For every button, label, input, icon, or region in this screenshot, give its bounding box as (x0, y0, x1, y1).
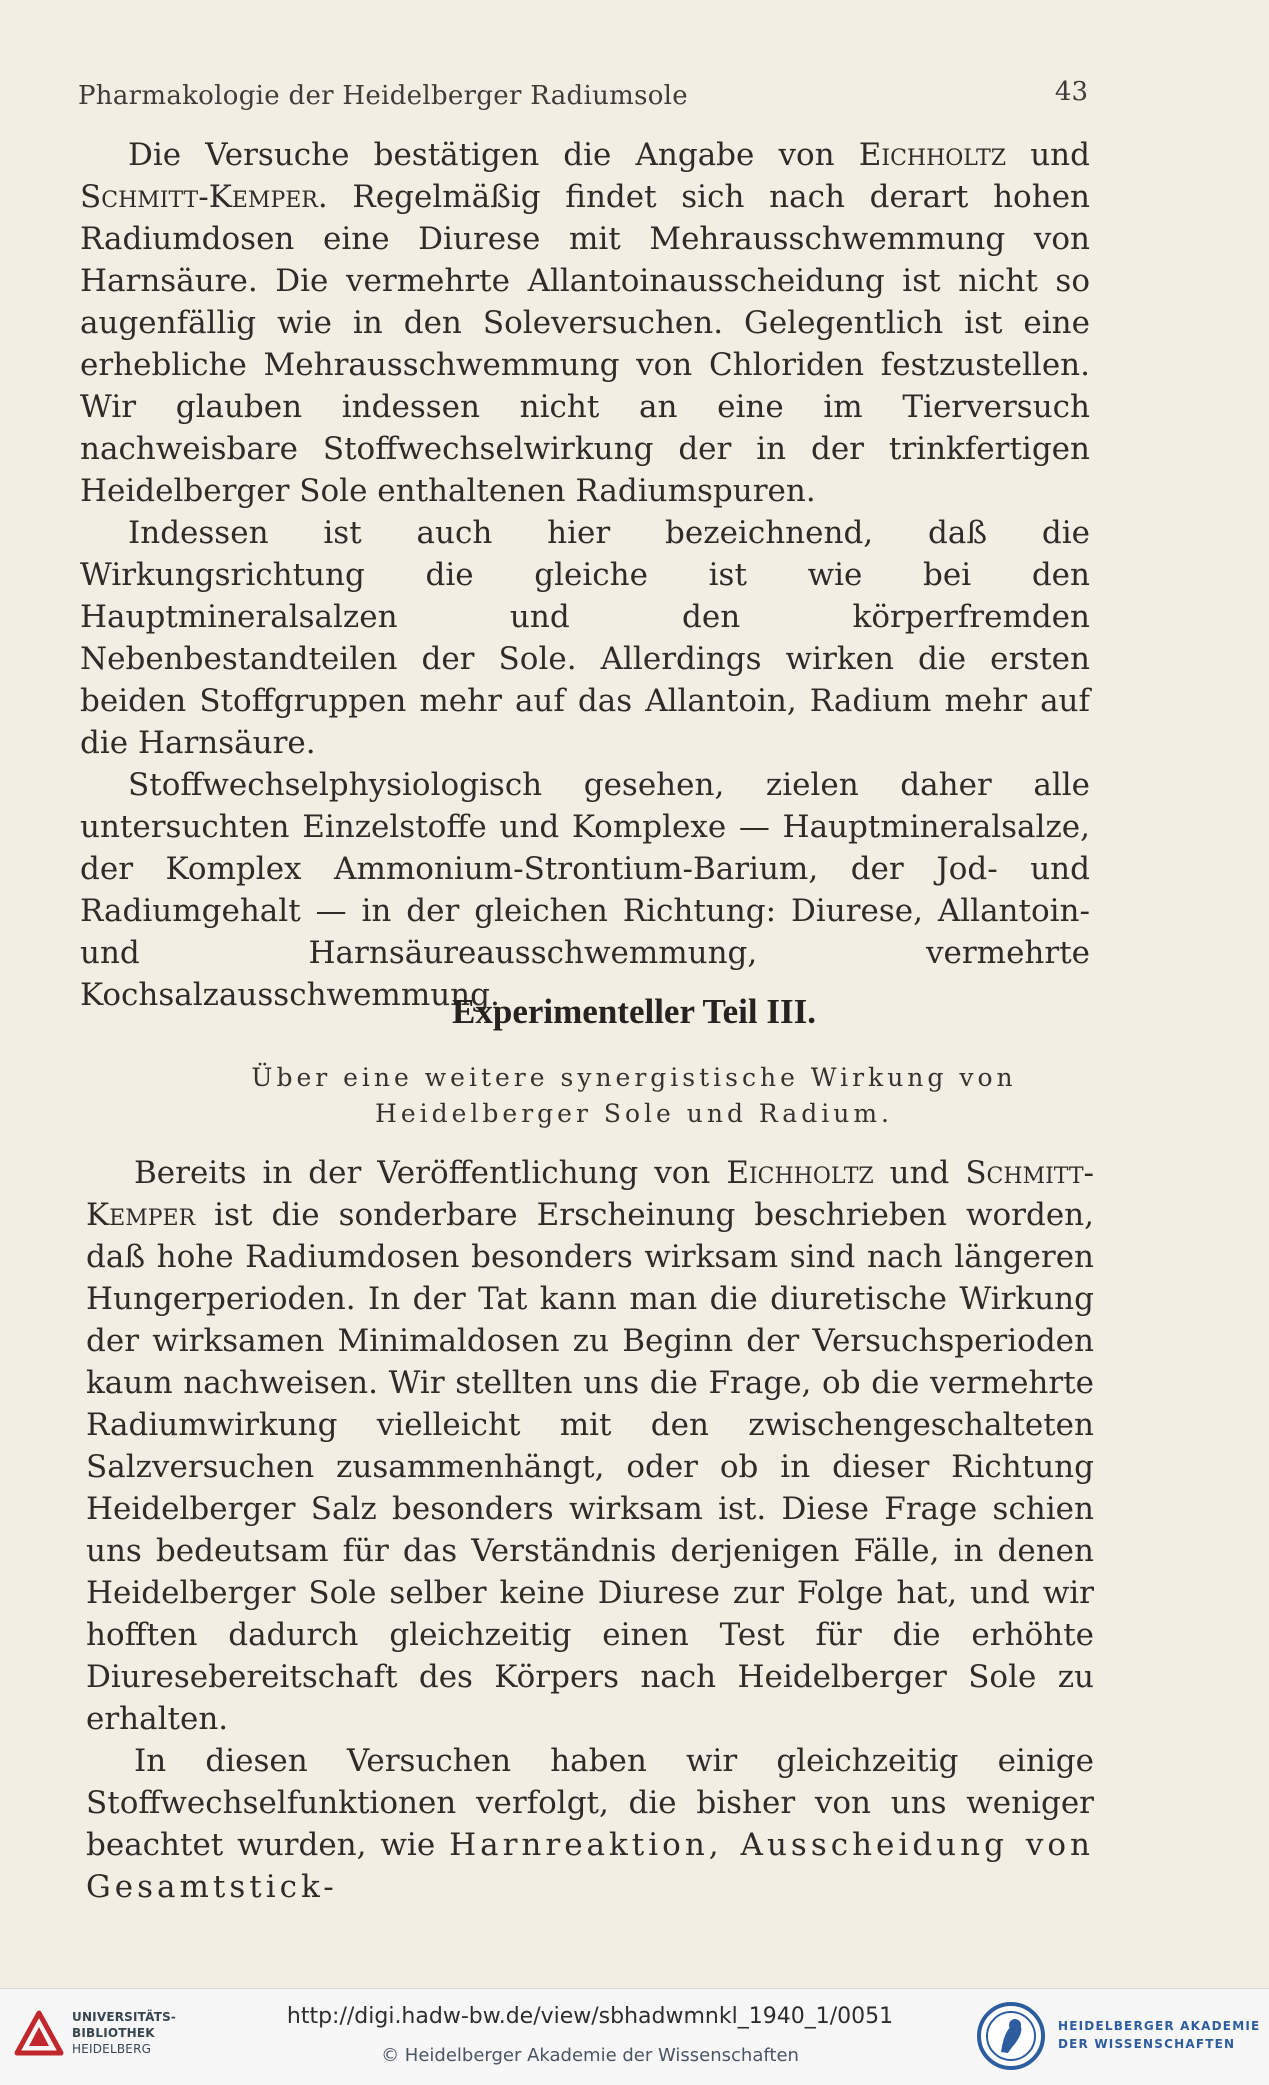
paragraph-text: und (1006, 137, 1090, 173)
author-name: Eichholtz (726, 1155, 874, 1191)
copyright-notice: © Heidelberger Akademie der Wissenschaften (381, 2045, 799, 2066)
paragraph-text: und (873, 1155, 966, 1191)
academy-line-1: HEIDELBERGER AKADEMIE (1058, 2019, 1261, 2033)
source-url-link[interactable]: http://digi.hadw-bw.de/view/sbhadwmnkl_1940_1/0051 (286, 2004, 894, 2029)
running-header (78, 78, 1088, 114)
section-heading: Experimenteller Teil III. (452, 992, 816, 1031)
body-paragraph: Indessen ist auch hier bezeichnend, daß die Wirkungsrichtung die gleiche ist wie bei den Hauptmineralsalzen und den körperfremden Nebenbestandteilen der Sole. Allerdings wirken die ersten beiden Stoffgruppen mehr auf das Allantoin, Radium mehr auf die Harnsäure. (80, 515, 1090, 761)
body-paragraph: Stoffwechselphysiologisch gesehen, zielen daher alle untersuchten Einzelstoffe und Komplexe — Hauptmineralsalze, der Komplex Ammonium-Strontium-Barium, der Jod- und Radiumgehalt — in der gleichen Richtung: Diurese, Allantoin- und Harnsäureausschwemmung, vermehrte Kochsalzausschwemmung. (80, 767, 1090, 1013)
author-name: Schmitt-Kemper (80, 179, 318, 215)
paragraph-text: . Regelmäßig findet sich nach derart hohen Radiumdosen eine Diurese mit Mehrausschwemmung von Harnsäure. Die vermehrte Allantoinausscheidung ist nicht so augenfällig wie in den Soleversuchen. Gelegentlich ist eine erhebliche Mehrausschwemmung von Chloriden festzustellen. Wir glauben indessen nicht an eine im Tierversuch nachweisbare Stoffwechselwirkung der in der trinkfertigen Heidelberger Sole enthaltenen Radiumspuren. (80, 179, 1090, 509)
author-name: Schmitt-Kemper (86, 1155, 1095, 1233)
university-library-line-1: UNIVERSITÄTS- (72, 2010, 177, 2024)
university-library-label (72, 2009, 176, 2057)
academy-line-2: DER WISSENSCHAFTEN (1058, 2037, 1236, 2051)
paragraph-text: ist die sonderbare Erscheinung beschrieben worden, daß hohe Radiumdosen besonders wirksam sind nach längeren Hungerperioden. In der Tat kann man die diuretische Wirkung der wirksamen Minimaldosen zu Beginn der Versuchsperioden kaum nachweisen. Wir stellten uns die Frage, ob die vermehrte Radiumwirkung vielleicht mit den zwischengeschalteten Salzversuchen zusammenhängt, oder ob in dieser Richtung Heidelberger Salz besonders wirksam ist. Diese Frage schien uns bedeutsam für das Verständnis derjenigen Fälle, in denen Heidelberger Sole selber keine Diurese zur Folge hat, und wir hofften dadurch gleichzeitig einen Test für die erhöhte Diuresebereitschaft des Körpers nach Heidelberger Sole zu erhalten. (86, 1197, 1094, 1737)
body-paragraph (86, 1740, 1094, 1908)
lower-text-block (86, 1152, 1094, 1908)
university-library-line-3: HEIDELBERG (72, 2042, 152, 2056)
spaced-emphasis: Harnreaktion, Ausscheidung von Gesamtstick- (86, 1827, 1094, 1905)
paragraph-text: Bereits in der Veröffentlichung von (134, 1155, 727, 1191)
footer-bar (0, 1988, 1269, 2085)
author-name: Eichholtz (858, 137, 1007, 173)
university-library-logo-icon[interactable] (12, 2009, 66, 2063)
body-paragraph (86, 1152, 1094, 1740)
page-number: 43 (1054, 77, 1088, 107)
academy-label (1058, 2017, 1260, 2053)
body-paragraph (80, 134, 1090, 512)
section-subtitle-line: Über eine weitere synergistische Wirkung von (251, 1063, 1017, 1092)
university-library-line-2: BIBLIOTHEK (72, 2026, 155, 2040)
paragraph-text: Die Versuche bestätigen die Angabe von (128, 137, 859, 173)
academy-seal-icon[interactable] (976, 2001, 1046, 2071)
section-subtitle-line: Heidelberger Sole und Radium. (375, 1099, 893, 1128)
running-title: Pharmakologie der Heidelberger Radiumsole (78, 81, 688, 111)
paragraph-text: In diesen Versuchen haben wir gleichzeitig einige Stoffwechselfunktionen verfolgt, die bisher von uns weniger beachtet wurden, wie (86, 1743, 1094, 1863)
upper-text-block (80, 134, 1090, 1016)
section-subtitle (84, 1060, 1184, 1132)
